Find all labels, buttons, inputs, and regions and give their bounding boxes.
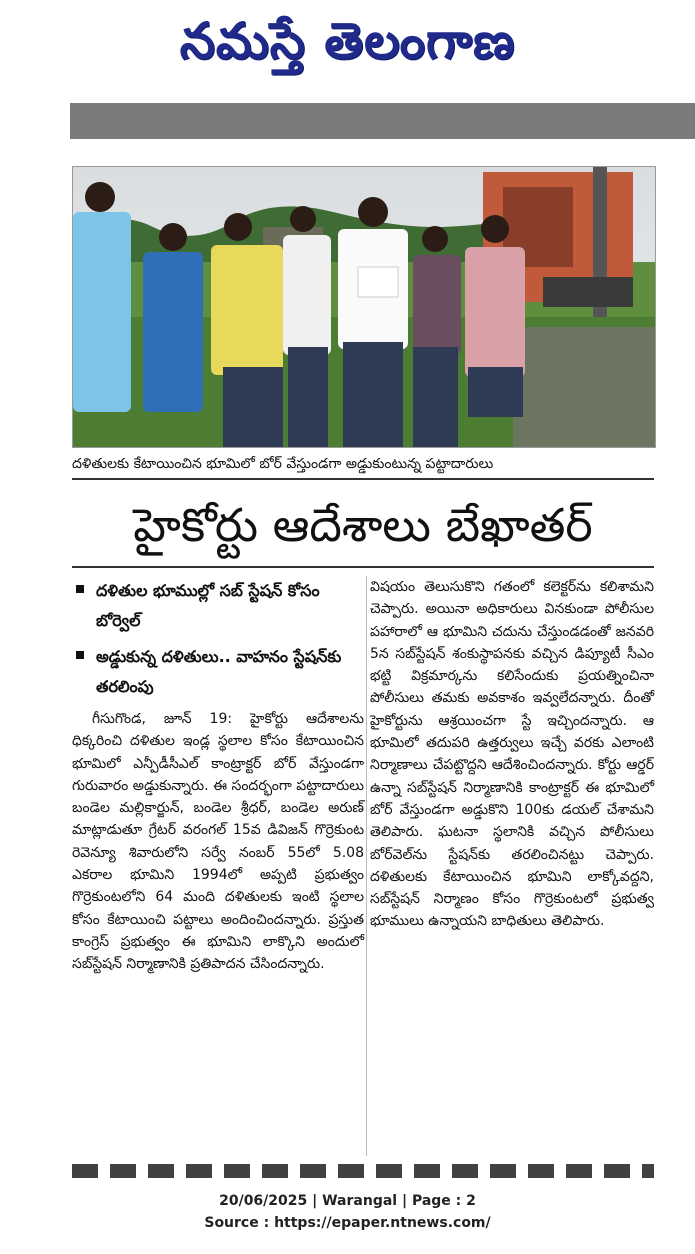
headline-rule [72,566,654,568]
bullet-square-icon [76,585,84,593]
next-article-headline-cropped [72,1160,654,1180]
bullet-item [72,576,364,636]
bullet-text: అడ్డుకున్న దళితులు.. వాహనం స్టేషన్‌కు తరలింపు [96,647,342,696]
photo-caption: దళితులకు కేటాయించిన భూమిలో బోర్ వేస్తుండగా అడ్డుకుంటున్న పట్టాదారులు [72,450,654,480]
source-link[interactable]: Source : https://epaper.ntnews.com/ [204,1215,491,1231]
page-footer [0,1190,695,1234]
edition-meta: 20/06/2025 | Warangal | Page : 2 [219,1193,476,1209]
header-bar [70,103,695,139]
bullet-text: దళితుల భూముల్లో సబ్ స్టేషన్ కోసం బోర్వెల్ [96,581,320,630]
newspaper-logo: నమస్తే తెలంగాణ [179,12,516,70]
bullet-item [72,642,364,702]
article-body-left: గీసుగొండ, జూన్ 19: హైకోర్టు ఆదేశాలను ధిక్కరించి దళితుల ఇండ్ల స్థలాల కోసం కేటాయించిన భూమిలో ఎన్పీడీసీఎల్ కాంట్రాక్టర్ బోర్ వేస్తుండగా గురువారం అడ్డుకున్నారు. ఈ సందర్భంగా పట్టాదారులు బండెల మల్లికార్జున్, బండెల శ్రీధర్, బండెల అరుణ్ మాట్లాడుతూ గ్రేటర్ వరంగల్ 15వ డివిజన్ గొర్రెకుంట రెవెన్యూ శివారులోని సర్వే నంబర్ 55లో 5.08 ఎకరాల భూమిని 1994లో అప్పటి ప్రభుత్వం గొర్రెకుంటలోని 64 మంది దళితులకు ఇంటి స్థలాల కోసం కేటాయించి పట్టాలు అందించిందన్నారు. ప్రస్తుత కాంగ్రెస్ ప్రభుత్వం ఈ భూమిని లాక్కొని అందులో సబ్‌స్టేషన్ నిర్మాణానికి ప్రతిపాదన చేసిందన్నారు. [72,711,364,973]
masthead [0,0,695,95]
left-column [72,576,364,976]
column-divider [366,576,367,1156]
photo-illustration [73,167,655,447]
news-photo [72,166,656,448]
article-headline: హైకోర్టు ఆదేశాలు బేఖాతర్ [133,498,593,552]
article-body-right: విషయం తెలుసుకొని గతంలో కలెక్టర్‌ను కలిశామని చెప్పారు. అయినా అధికారులు వినకుండా పోలీసుల పహారాలో ఆ భూమిని చదును చేస్తుండడంతో జనవరి 5న సబ్‌స్టేషన్ శంకుస్థాపనకు వచ్చిన డిప్యూటీ సీఎం భట్టి విక్రమార్కను కలిసేందుకు ప్రయత్నించినా పోలీసులు తమకు అవకాశం ఇవ్వలేదన్నారు. దీంతో హైకోర్టును ఆశ్రయించగా స్టే ఇచ్చిందన్నారు. ఆ భూమిలో తదుపరి ఉత్తర్వులు ఇచ్చే వరకు ఎలాంటి నిర్మాణాలు చేపట్టొద్దని ఆదేశించిందన్నారు. కోర్టు ఆర్డర్ ఉన్నా సబ్‌స్టేషన్ నిర్మాణానికి కాంట్రాక్టర్ ఈ భూమిలో బోర్ వేస్తుండగా అడ్డుకొని 100కు డయల్ చేశామని తెలిపారు. ఘటనా స్థలానికి వచ్చిన పోలీసులు బోర్‌వెల్‌ను స్టేషన్‌కు తరలించినట్టు చెప్పారు. దళితులకు కేటాయించిన భూమిని లాక్కోవద్దని, సబ్‌స్టేషన్ నిర్మాణం కోసం గొర్రెకుంటలో ప్రభుత్వ భూములు ఉన్నాయని బాధితులు తెలిపారు. [370,579,654,930]
bullet-square-icon [76,651,84,659]
right-column [370,576,654,933]
